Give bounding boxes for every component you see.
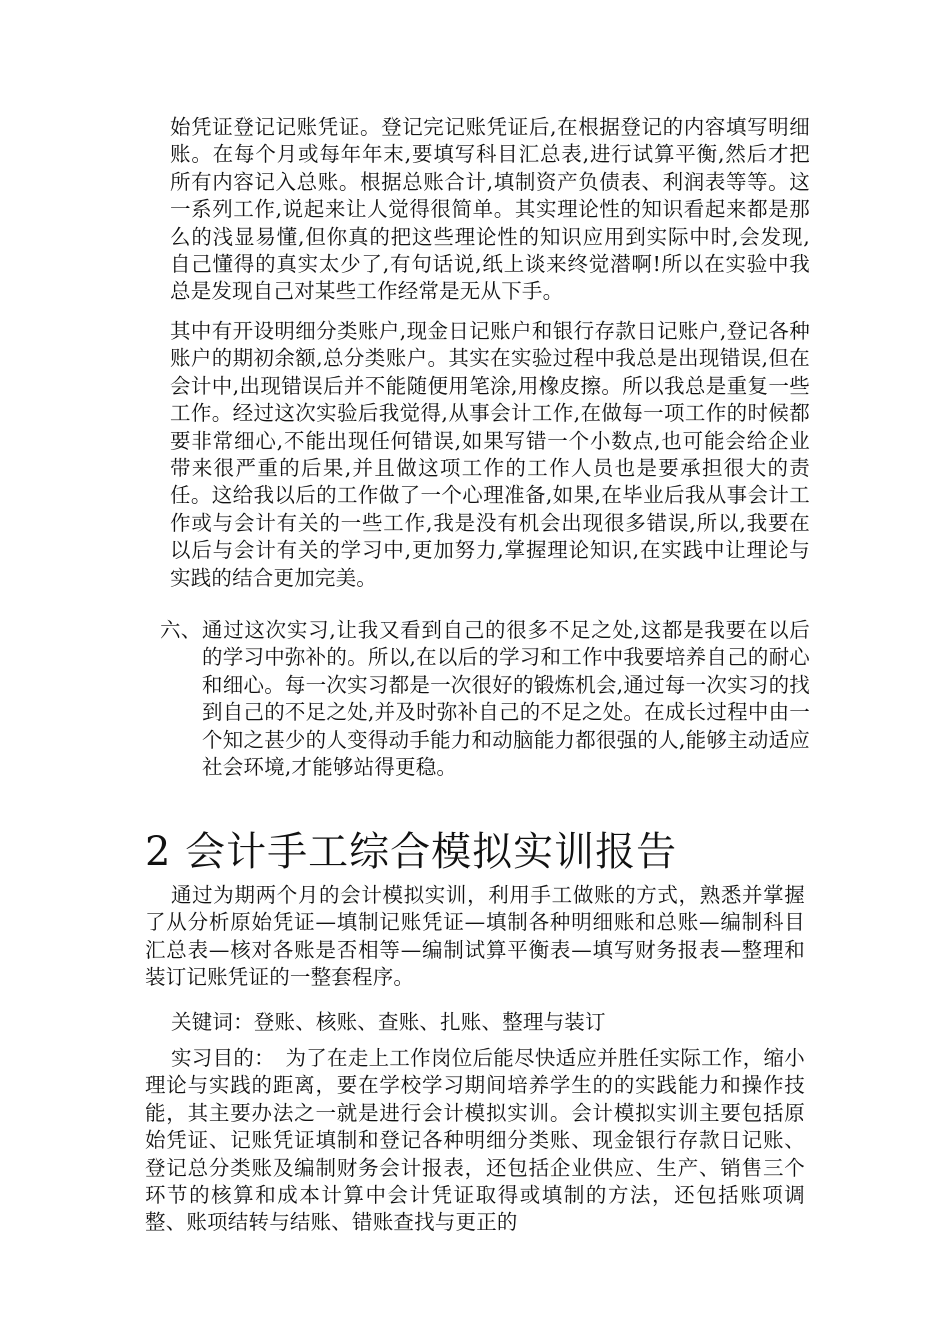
paragraph-journal-entries: 始凭证登记记账凭证。登记完记账凭证后,在根据登记的内容填写明细账。在每个月或每年年末,要填写科目汇总表,进行试算平衡,然后才把所有内容记入总账。根据总账合计,填制资产负债表、利润表等等。这一系列工作,说起来让人觉得很简单。其实理论性的知识看起来都是那么的浅显易懂,但你真的把这些理论性的知识应用到实际中时,会发现,自己懂得的真实太少了,有句话说,纸上谈来终觉潜啊!所以在实验中我总是发现自己对某些工作经常是无从下手。 [170,115,810,304]
section-heading: 2 会计手工综合模拟实训报告 [145,829,678,875]
paragraph-accounts-setup: 其中有开设明细分类账户,现金日记账户和银行存款日记账户,登记各种账户的期初余额,总分类账户。其实在实验过程中我总是出现错误,但在会计中,出现错误后并不能随便用笔涂,用橡皮擦。所以我总是重复一些工作。经过这次实验后我觉得,从事会计工作,在做每一项工作的时候都要非常细心,不能出现任何错误,如果写错一个小数点,也可能会给企业带来很严重的后果,并且做这项工作的工作人员也是要承担很大的责任。这给我以后的工作做了一个心理准备,如果,在毕业后我从事会计工作或与会计有关的一些工作,我是没有机会出现很多错误,所以,我要在以后与会计有关的学习中,更加努力,掌握理论知识,在实践中让理论与实践的结合更加完美。 [170,319,810,590]
intro-paragraph: 通过为期两个月的会计模拟实训，利用手工做账的方式，熟悉并掌握了从分析原始凭证—填制记账凭证—填制各种明细账和总账—编制科目汇总表—核对各账是否相等—编制试算平衡表—填写财务报表—整理和装订记账凭证的一整套程序。 [145,883,805,990]
keywords-line: 关键词：登账、核账、查账、扎账、整理与装订 [171,1010,606,1034]
list-item-text: 通过这次实习,让我又看到自己的很多不足之处,这都是我要在以后的学习中弥补的。所以,在以后的学习和工作中我要培养自己的耐心和细心。每一次实习都是一次很好的锻炼机会,通过每一次实习的找到自己的不足之处,并及时弥补自己的不足之处。在成长过程中由一个知之甚少的人变得动手能力和动脑能力都很强的人,能够主动适应社会环境,才能够站得更稳。 [202,618,810,780]
list-marker: 六、 [160,618,202,642]
purpose-paragraph: 实习目的： 为了在走上工作岗位后能尽快适应并胜任实际工作，缩小理论与实践的距离，要在学校学习期间培养学生的的实践能力和操作技能，其主要办法之一就是进行会计模拟实训。会计模拟实训主要包括原始凭证、记账凭证填制和登记各种明细分类账、现金银行存款日记账、登记总分类账及编制财务会计报表，还包括企业供应、生产、销售三个环节的核算和成本计算中会计凭证取得或填制的方法，还包括账项调整、账项结转与结账、错账查找与更正的 [145,1046,805,1235]
list-item-six [160,617,810,781]
